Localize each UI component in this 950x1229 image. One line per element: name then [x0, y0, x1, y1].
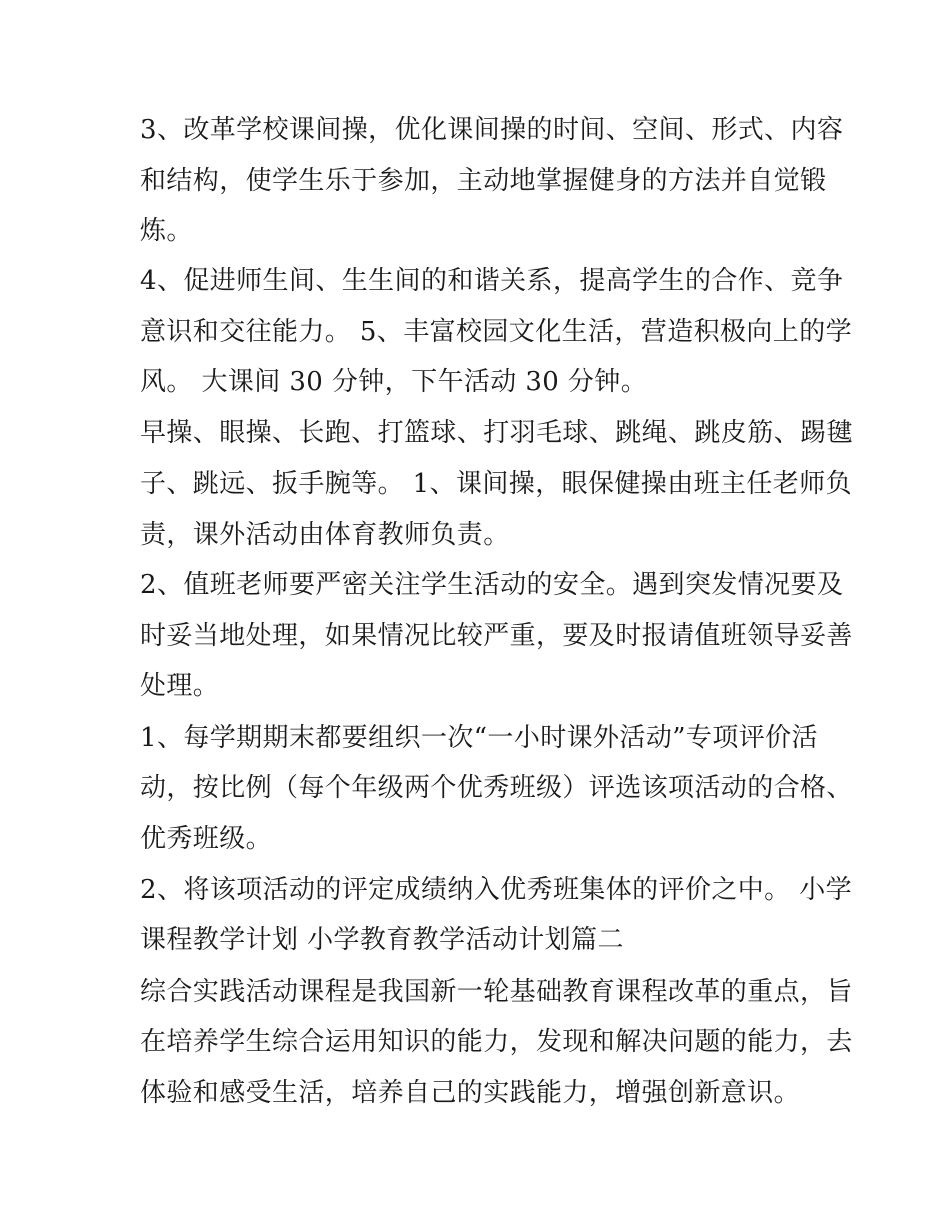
text-line: 体验和感受生活，培养自己的实践能力，增强创新意识。 [140, 1078, 801, 1108]
text-line: 子、跳远、扳手腕等。 1、课间操，眼保健操由班主任老师负 [140, 469, 853, 499]
text-line: 综合实践活动课程是我国新一轮基础教育课程改革的重点，旨 [140, 977, 853, 1007]
text-line: 责，课外活动由体育教师负责。 [140, 520, 510, 550]
text-line: 处理。 [140, 671, 220, 701]
text-line: 3、改革学校课间操，优化课间操的时间、空间、形式、内容 [140, 115, 844, 145]
text-line: 时妥当地处理，如果情况比较严重，要及时报请值班领导妥善 [140, 621, 853, 651]
text-line: 优秀班级。 [140, 824, 273, 854]
text-line: 1、每学期期末都要组织一次“一小时课外活动”专项评价活 [140, 723, 818, 753]
text-line: 意识和交往能力。 5、丰富校园文化生活，营造积极向上的学 [140, 317, 853, 347]
text-line: 2、值班老师要严密关注学生活动的安全。遇到突发情况要及 [140, 570, 844, 600]
text-line: 早操、眼操、长跑、打篮球、打羽毛球、跳绳、跳皮筋、踢毽 [140, 418, 853, 448]
text-line: 和结构，使学生乐于参加，主动地掌握健身的方法并自觉锻 [140, 166, 827, 196]
text-line: 4、促进师生间、生生间的和谐关系，提高学生的合作、竞争 [140, 266, 844, 296]
text-line: 动，按比例（每个年级两个优秀班级）评选该项活动的合格、 [140, 773, 853, 803]
text-line: 2、将该项活动的评定成绩纳入优秀班集体的评价之中。 小学 [140, 875, 853, 905]
text-line: 风。 大课间 30 分钟，下午活动 30 分钟。 [140, 367, 648, 397]
text-line: 课程教学计划 小学教育教学活动计划篇二 [140, 925, 624, 955]
text-line: 炼。 [140, 216, 193, 246]
text-line: 在培养学生综合运用知识的能力，发现和解决问题的能力，去 [140, 1027, 853, 1057]
